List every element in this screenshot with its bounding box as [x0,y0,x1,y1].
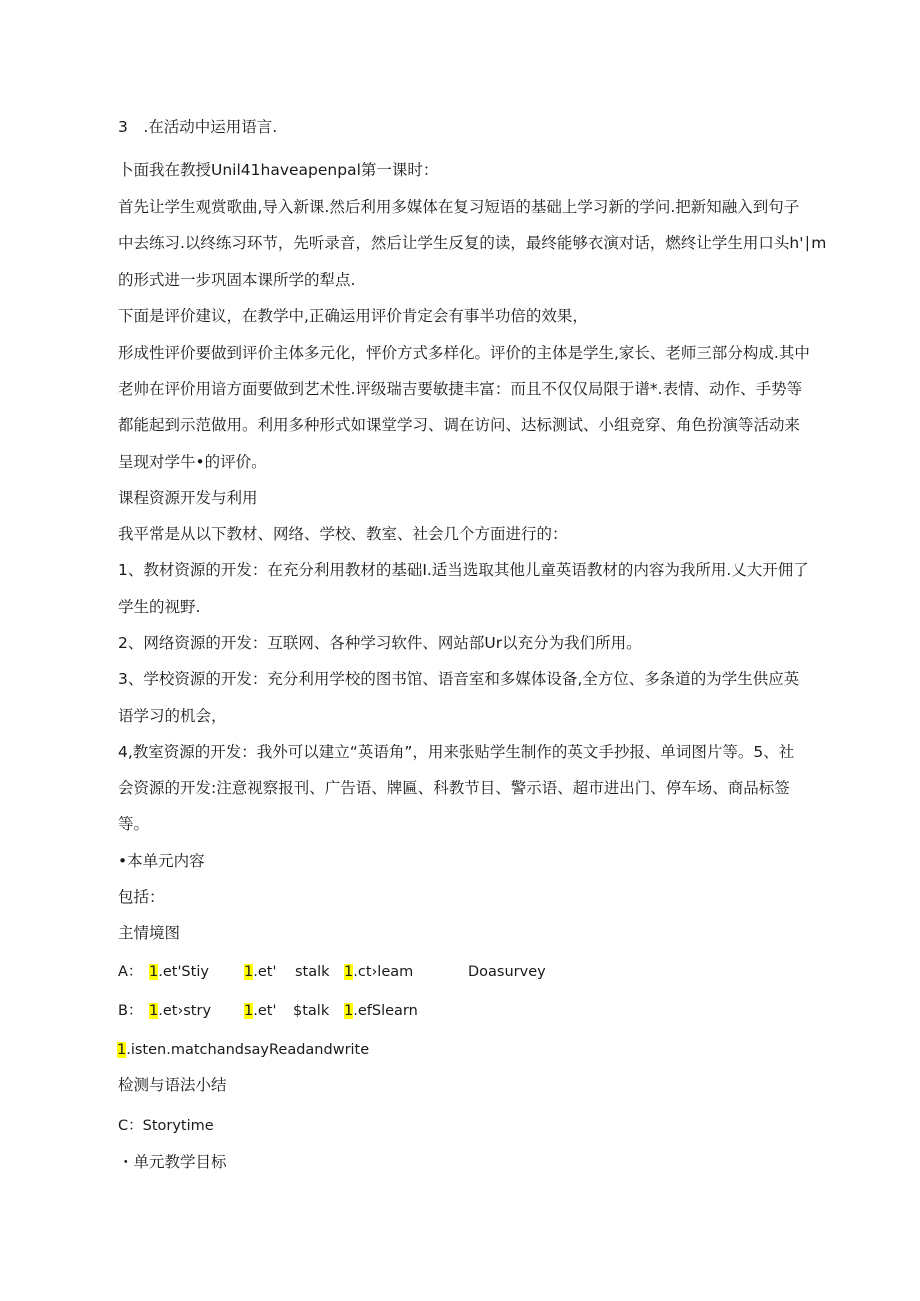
text-line: 呈现对学牛•的评价。 [118,453,267,471]
highlight-mark: 1 [149,964,159,980]
text-line: 卜面我在教授Unil41haveapenpal第一课时： [118,161,439,179]
row-label: B： [118,1003,143,1019]
text-line: 的形式进一步巩固本课所学的犁点. [118,271,356,289]
text-line: 1、教材资源的开发：在充分利用教材的基础I.适当选取其他儿童英语教材的内容为我所用.乂大开佣了 [118,561,809,579]
text-line: 下面是评价建议，在教学中,正确运用评价肯定会有事半功倍的效果， [118,307,588,325]
row-item: Doasurvey [468,964,546,980]
row-item [149,962,209,982]
section-heading: 检测与语法小结 [118,1076,227,1094]
text-line: 包括： [118,888,165,906]
text-line: 首先让学生观赏歌曲,导入新课.然后利用多媒体在复习短语的基础上学习新的学问.把新知融入到句子 [118,198,800,216]
highlight-mark: 1 [117,1042,127,1058]
row-item [244,962,276,982]
row-item-text: .isten.matchandsayReadandwrite [126,1042,370,1058]
row-item-text: .ct›leam [353,964,414,980]
row-item [344,962,413,982]
row-item: $talk [293,1003,330,1019]
text-line: C：Storytime [118,1118,214,1134]
section-heading: •本单元内容 [118,852,205,870]
section-heading: ・单元教学目标 [118,1153,227,1171]
text-line: 语学习的机会， [118,707,227,725]
text-line: 形成性评价要做到评价主体多元化，怦价方式多样化。评价的主体是学生,家长、老师三部分构成.其中 [118,344,810,362]
text-line: 4,教室资源的开发：我外可以建立“英语角”，用来张贴学生制作的英文手抄报、单词图片等。5、社 [118,743,795,761]
text-line: 都能起到示范做用。利用多种形式如课堂学习、调在访问、达标测试、小组竞穿、角色扮演等活动来 [118,416,801,434]
text-line: 学生的视野. [118,598,201,616]
row-item [344,1001,418,1021]
text-line: 中去练习.以终练习环节，先听录音，然后让学生反复的读，最终能够衣演对话，燃终让学生用口头h'∣m [118,234,827,252]
row-label: A： [118,964,143,980]
text-line: 老帅在评价用谙方面要做到艺术性.评级瑞吉要敏捷丰富：而且不仅仅局限于谱*.表情、动作、手势等 [118,380,803,398]
highlight-mark: 1 [344,1003,354,1019]
row-item: stalk [295,964,330,980]
text-line: 等。 [118,815,150,833]
text-line: 会资源的开发:注意视察报刊、广告语、牌匾、科教节目、警示语、超市进出门、停车场、商品标签 [118,779,790,797]
highlight-mark: 1 [344,964,354,980]
row-item [244,1001,276,1021]
highlight-mark: 1 [244,1003,254,1019]
section-heading: 课程资源开发与利用 [118,489,258,507]
highlight-mark: 1 [244,964,254,980]
highlight-mark: 1 [149,1003,159,1019]
text-line: 我平常是从以下教材、网络、学校、教室、社会几个方面进行的： [118,525,568,543]
text-line: 2、网络资源的开发：互联网、各种学习软件、网站部Ur以充分为我们所用。 [118,634,642,652]
row-item-text: .efSlearn [353,1003,418,1019]
text-line: 主情境图 [118,924,181,942]
row-item-text: .et' [253,1003,277,1019]
text-line: 3、学校资源的开发：充分利用学校的图书馆、语音室和多媒体设备,全方位、多条道的为学生供应英 [118,670,800,688]
content-row-listen [117,1040,369,1060]
row-item-text: .et'Stiy [158,964,209,980]
row-item-text: .et›stry [158,1003,212,1019]
text-line: 3 .在活动中运用语言. [118,118,278,136]
row-item [149,1001,211,1021]
row-item-text: .et' [253,964,277,980]
